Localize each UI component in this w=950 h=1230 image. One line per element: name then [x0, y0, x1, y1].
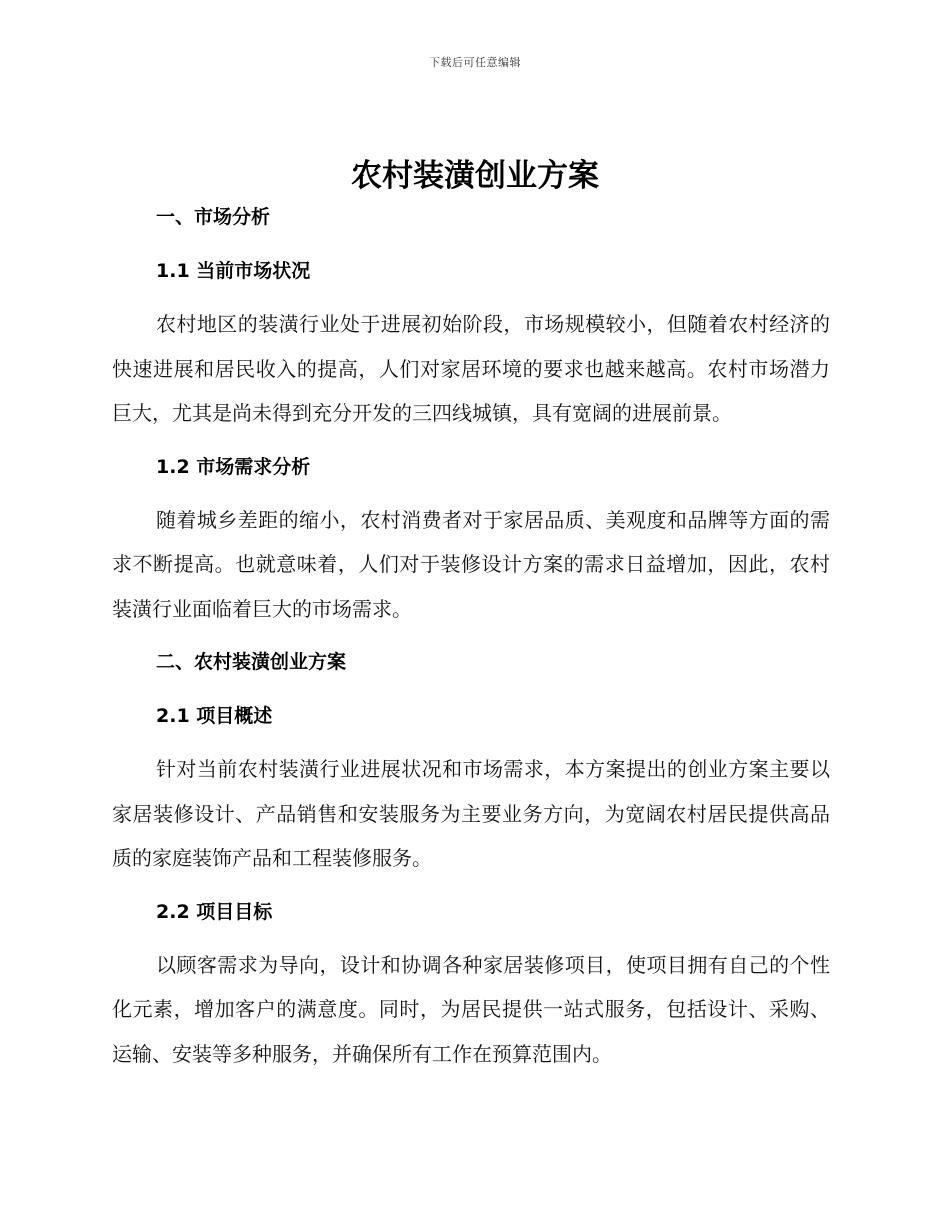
paragraph: 随着城乡差距的缩小，农村消费者对于家居品质、美观度和品牌等方面的需求不断提高。也就意味着，人们对于装修设计方案的需求日益增加，因此，农村装潢行业面临着巨大的市场需求。: [112, 507, 830, 621]
document-body: [112, 200, 830, 1076]
subsection-heading: 2.1 项目概述: [156, 705, 273, 727]
document-title: 农村装潢创业方案: [351, 158, 599, 194]
paragraph: 针对当前农村装潢行业进展状况和市场需求，本方案提出的创业方案主要以家居装修设计、产品销售和安装服务为主要业务方向，为宽阔农村居民提供高品质的家庭装饰产品和工程装修服务。: [112, 757, 830, 870]
paragraph: 以顾客需求为导向，设计和协调各种家居装修项目，使项目拥有自己的个性化元素，增加客户的满意度。同时，为居民提供一站式服务，包括设计、采购、运输、安装等多种服务，并确保所有工作在预算范围内。: [112, 952, 830, 1066]
header-note: 下载后可任意编辑: [429, 56, 521, 69]
section-heading: 二、农村装潢创业方案: [156, 651, 347, 673]
section-heading: 一、市场分析: [156, 206, 271, 228]
subsection-heading: 2.2 项目目标: [156, 900, 273, 923]
paragraph: 农村地区的装潢行业处于进展初始阶段，市场规模较小，但随着农村经济的快速进展和居民收入的提高，人们对家居环境的要求也越来越高。农村市场潜力巨大，尤其是尚未得到充分开发的三四线城镇，具有宽阔的进展前景。: [112, 312, 830, 425]
subsection-heading: 1.2 市场需求分析: [156, 455, 311, 478]
subsection-heading: 1.1 当前市场状况: [156, 260, 311, 282]
